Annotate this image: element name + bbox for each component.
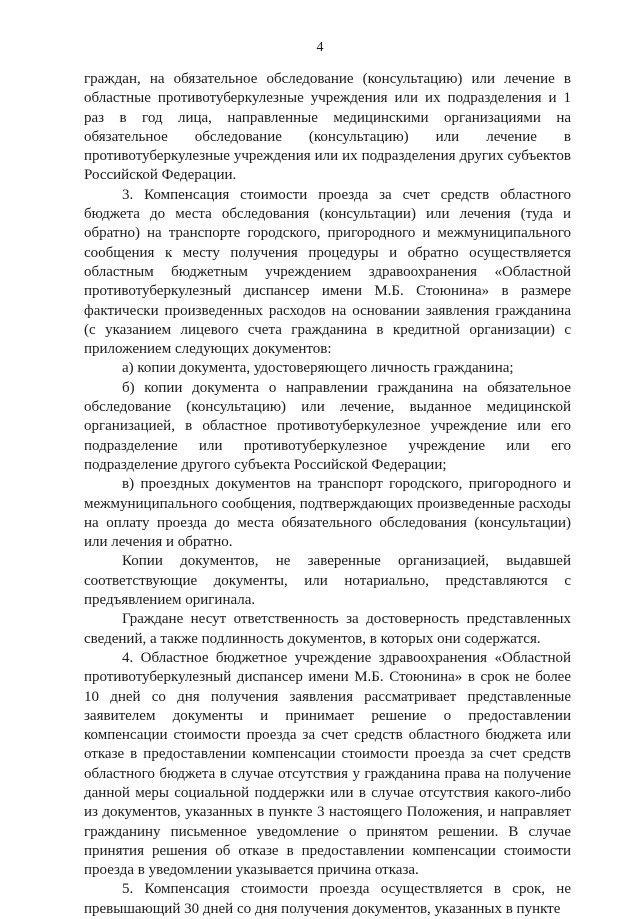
paragraph-item-3: 3. Компенсация стоимости проезда за счет средств областного бюджета до места обследования (консультации) или лечения (туда и обратно) на транспорте городского, пригородного и межмуниципального сообщения к месту получения процедуры и обратно осуществляется областным бюджетным учреждением здравоохранения «Областной противотуберкулезный диспансер имени М.Б. Стоюнина» в размере фактически произведенных расходов на основании заявления гражданина (с указанием лицевого счета гражданина в кредитной организации) с приложением следующих документов: [84,186,571,358]
paragraph-item-5: 5. Компенсация стоимости проезда осуществляется в срок, не превышающий 30 дней со дня получения документов, указанных в пункте [84,881,571,917]
paragraph-item-4: 4. Областное бюджетное учреждение здравоохранения «Областной противотуберкулезный диспансер имени М.Б. Стоюнина» в срок не более 10 дней со дня получения заявления рассматривает представленные заявителем документы и принимает решение о предоставлении компенсации стоимости проезда за счет средств областного бюджета или отказе в предоставлении компенсации стоимости проезда за счет средств областного бюджета в случае отсутствия у гражданина права на получение данной меры социальной поддержки или в случае отсутствия какого-либо из документов, указанных в пункте 3 настоящего Положения, и направляет гражданину письменное уведомление о принятом решении. В случае принятия решения об отказе в предоставлении компенсации стоимости проезда в уведомлении указывается причина отказа. [84,649,571,879]
paragraph-copies: Копии документов, не заверенные организацией, выдавшей соответствующие документы, или нотариально, представляются с предъявлением оригинала. [84,553,571,609]
list-item-c: в) проездных документов на транспорт городского, пригородного и межмуниципального сообщения, подтверждающих произведенные расходы на оплату проезда до места обязательного обследования (консультации) или лечения и обратно. [84,476,571,551]
list-item-a: а) копии документа, удостоверяющего личность гражданина; [122,360,514,377]
document-body [84,70,571,919]
paragraph-continuation: граждан, на обязательное обследование (консультацию) или лечение в областные противотуберкулезные учреждения или их подразделения и 1 раз в год лица, направленные медицинскими организациями на обязательное обследование (консультацию) или лечение в противотуберкулезные учреждения или их подразделения других субъектов Российской Федерации. [84,71,571,184]
paragraph-responsibility: Граждане несут ответственность за достоверность представленных сведений, а также подлинность документов, в которых они содержатся. [84,611,571,647]
list-item-b: б) копии документа о направлении гражданина на обязательное обследование (консультацию) или лечение, выданное медицинской организацией, в областное противотуберкулезное учреждение или его подразделение или противотуберкулезное учреждение или его подразделение другого субъекта Российской Федерации; [84,379,571,473]
page-number: 4 [316,40,324,55]
